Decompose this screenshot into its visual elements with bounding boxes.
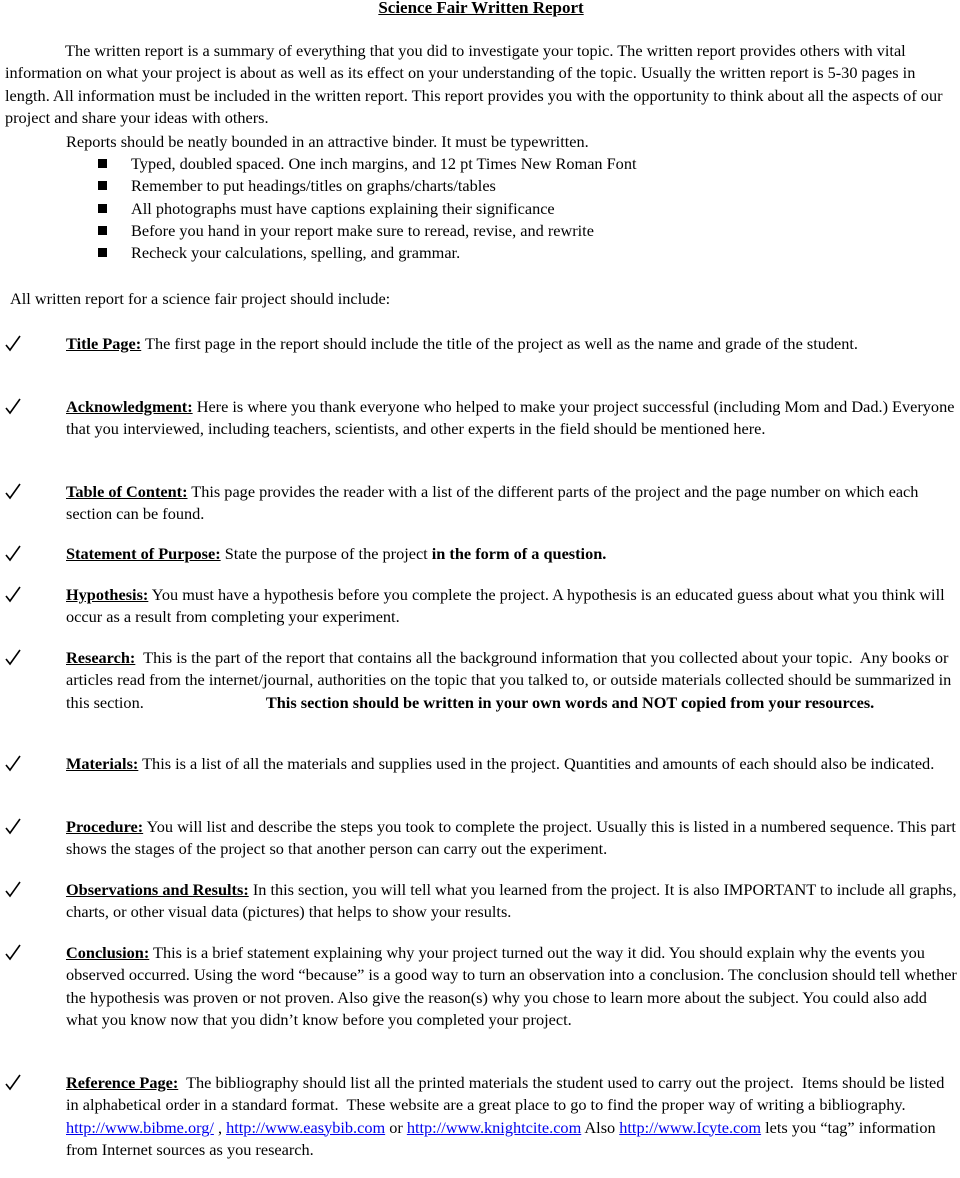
section-heading: Title Page: — [66, 334, 142, 353]
section-conclusion — [66, 942, 960, 1031]
square-bullet-icon — [98, 159, 107, 168]
checkmark-icon — [4, 647, 22, 669]
section-bold-text: This section should be written in your own words and NOT copied from your resources. — [265, 692, 875, 712]
formatting-bullet-list — [98, 153, 637, 264]
section-text: State the purpose of the project — [220, 544, 432, 563]
section-bold-text: in the form of a question. — [431, 544, 607, 563]
section-title-page — [66, 333, 960, 355]
checkmark-icon — [4, 816, 22, 838]
checkmark-icon — [4, 543, 22, 565]
section-text: This page provides the reader with a list of the different parts of the project and the page number on which each section can be found. — [66, 482, 919, 524]
section-text: The bibliography should list all the printed materials the student used to carry out the project. Items should be listed in alphabetical order in a standard format. These website are a great place to go to find the proper way of writing a bibliography. — [66, 1073, 949, 1115]
section-heading: Statement of Purpose: — [66, 544, 221, 563]
section-heading: Procedure: — [66, 817, 144, 836]
section-heading: Hypothesis: — [66, 585, 149, 604]
checkmark-icon — [4, 333, 22, 355]
intro-paragraph — [5, 40, 955, 129]
bullet-item: Before you hand in your report make sure to reread, revise, and rewrite — [98, 220, 637, 242]
bullet-item: Recheck your calculations, spelling, and grammar. — [98, 242, 637, 264]
bullet-item: Typed, doubled spaced. One inch margins, and 12 pt Times New Roman Font — [98, 153, 637, 175]
section-text: This is a list of all the materials and supplies used in the project. Quantities and amounts of each should also be indicated. — [138, 754, 935, 773]
section-text: Here is where you thank everyone who helped to make your project successful (including Mom and Dad.) Everyone that you interviewed, including teachers, scientists, and other experts in the field should be mentioned here. — [66, 397, 955, 439]
sections-intro: All written report for a science fair project should include: — [10, 289, 391, 308]
section-procedure — [66, 816, 960, 861]
section-text: You must have a hypothesis before you complete the project. A hypothesis is an educated guess about what you think will occur as a result from completing your experiment. — [66, 585, 945, 627]
section-heading: Acknowledgment: — [66, 397, 193, 416]
section-heading: Materials: — [66, 754, 139, 773]
section-text: This is the part of the report that contains all the background information that you collected about your topic. Any books or articles read from the internet/journal, authorities on the topic that you talked to, or outside materials collected should be summarized in this section. — [66, 648, 956, 712]
checkmark-icon — [4, 753, 22, 775]
bullet-item: All photographs must have captions explaining their significance — [98, 198, 637, 220]
checkmark-icon — [4, 942, 22, 964]
section-text: You will list and describe the steps you took to complete the project. Usually this is listed in a numbered sequence. This part shows the stages of the project so that another person can carry out the experiment. — [66, 817, 956, 859]
bullet-item: Remember to put headings/titles on graphs/charts/tables — [98, 175, 637, 197]
section-statement-of-purpose — [66, 543, 960, 565]
section-research — [66, 647, 960, 714]
section-text: The first page in the report should include the title of the project as well as the name and grade of the student. — [141, 334, 858, 353]
page-title: Science Fair Written Report — [378, 0, 584, 17]
section-text: In this section, you will tell what you learned from the project. It is also IMPORTANT to include all graphs, charts, or other visual data (pictures) that helps to show your results. — [66, 880, 957, 922]
section-text: This is a brief statement explaining why your project turned out the way it did. You should explain why the events you observed occurred. Using the word “because” is a good way to turn an observation into a conclusion. The conclusion should tell whether the hypothesis was proven or not proven. Also give the reason(s) why you chose to learn more about the subject. You could also add what you know now that you didn’t know before you completed your project. — [66, 943, 957, 1029]
section-heading: Observations and Results: — [66, 880, 249, 899]
section-table-of-content — [66, 481, 960, 526]
section-heading: Table of Content: — [66, 482, 188, 501]
square-bullet-icon — [98, 204, 107, 213]
section-heading: Reference Page: — [66, 1073, 179, 1092]
section-reference-page: Reference Page: The bibliography should list all the printed materials the student used to carry out the project. Items should be listed in alphabetical order in a standard format. These website are a great place to go to find the proper way of writing a bibliography. http://www.bibme.org/ , http://www.easybib.com or http://www.knightcite.com Also http://www.Icyte.com lets you “tag” information from Internet sources as you research. — [66, 1072, 960, 1161]
checkmark-icon — [4, 396, 22, 418]
square-bullet-icon — [98, 181, 107, 190]
binder-requirement: Reports should be neatly bounded in an attractive binder. It must be typewritten. — [66, 132, 589, 151]
checkmark-icon — [4, 584, 22, 606]
link-easybib[interactable]: http://www.easybib.com — [226, 1117, 386, 1137]
section-heading: Conclusion: — [66, 943, 150, 962]
section-acknowledgment — [66, 396, 960, 441]
checkmark-icon — [4, 879, 22, 901]
checkmark-icon — [4, 1072, 22, 1094]
square-bullet-icon — [98, 226, 107, 235]
section-observations-results — [66, 879, 960, 924]
square-bullet-icon — [98, 248, 107, 257]
checkmark-icon — [4, 481, 22, 503]
link-knightcite[interactable]: http://www.knightcite.com — [406, 1117, 582, 1137]
section-text-tail: lets you “tag” information from Internet sources as you research. — [66, 1117, 936, 1159]
intro-text: The written report is a summary of everything that you did to investigate your topic. The written report provides others with vital information on what your project is about as well as its effect on your understanding of the topic. Usually the written report is 5-30 pages in length. All information must be included in the written report. This report provides you with the opportunity to think about all the aspects of our project and share your ideas with others. — [5, 41, 943, 127]
section-hypothesis — [66, 584, 960, 629]
link-icyte[interactable]: http://www.Icyte.com — [619, 1117, 762, 1137]
section-materials — [66, 753, 960, 775]
link-bibme[interactable]: http://www.bibme.org/ — [66, 1117, 214, 1137]
section-heading: Research: — [66, 648, 136, 667]
